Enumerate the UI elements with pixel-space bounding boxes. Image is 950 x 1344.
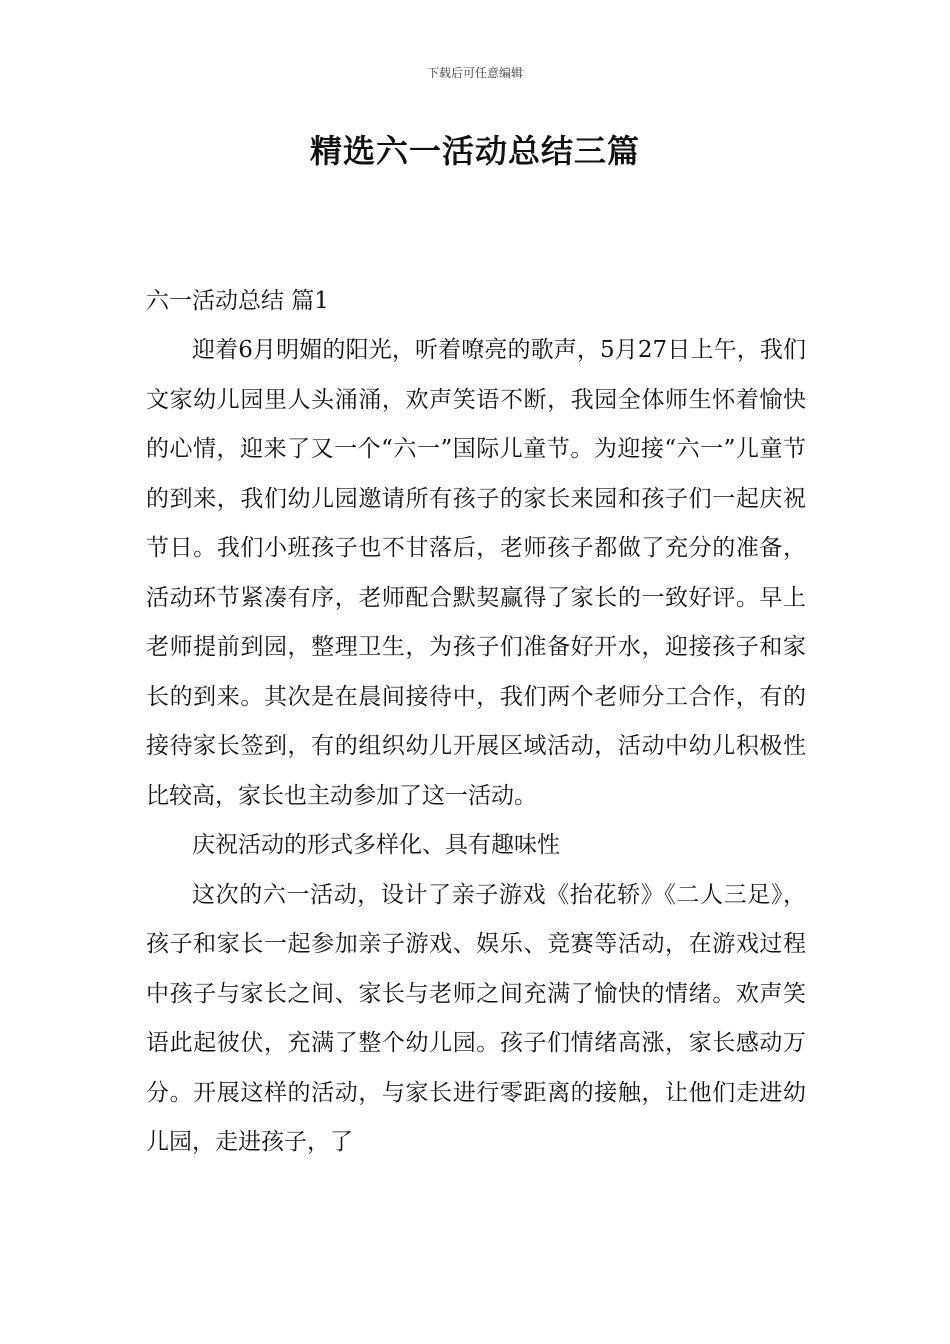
section-heading: 六一活动总结 篇1: [146, 288, 329, 314]
paragraph-2: 庆祝活动的形式多样化、具有趣味性: [192, 832, 560, 858]
section-body: [146, 326, 806, 1168]
document-title: 精选六一活动总结三篇: [309, 132, 640, 170]
paragraph-1: 迎着6月明媚的阳光，听着嘹亮的歌声，5月27日上午，我们文家幼儿园里人头涌涌，欢声笑语不断，我园全体师生怀着愉快的心情，迎来了又一个“六一”国际儿童节。为迎接“六一”儿童节的到来，我们幼儿园邀请所有孩子的家长来园和孩子们一起庆祝节日。我们小班孩子也不甘落后，老师孩子都做了充分的准备，活动环节紧凑有序，老师配合默契赢得了家长的一致好评。早上老师提前到园，整理卫生，为孩子们准备好开水，迎接孩子和家长的到来。其次是在晨间接待中，我们两个老师分工合作，有的接待家长签到，有的组织幼儿开展区域活动，活动中幼儿积极性比较高，家长也主动参加了这一活动。: [146, 337, 806, 809]
page-header-note: 下载后可任意编辑: [426, 66, 523, 80]
paragraph-3: 这次的六一活动，设计了亲子游戏《抬花轿》《二人三足》，孩子和家长一起参加亲子游戏、娱乐、竞赛等活动，在游戏过程中孩子与家长之间、家长与老师之间充满了愉快的情绪。欢声笑语此起彼伏，充满了整个幼儿园。孩子们情绪高涨，家长感动万分。开展这样的活动，与家长进行零距离的接触，让他们走进幼儿园，走进孩子，了: [146, 881, 806, 1155]
